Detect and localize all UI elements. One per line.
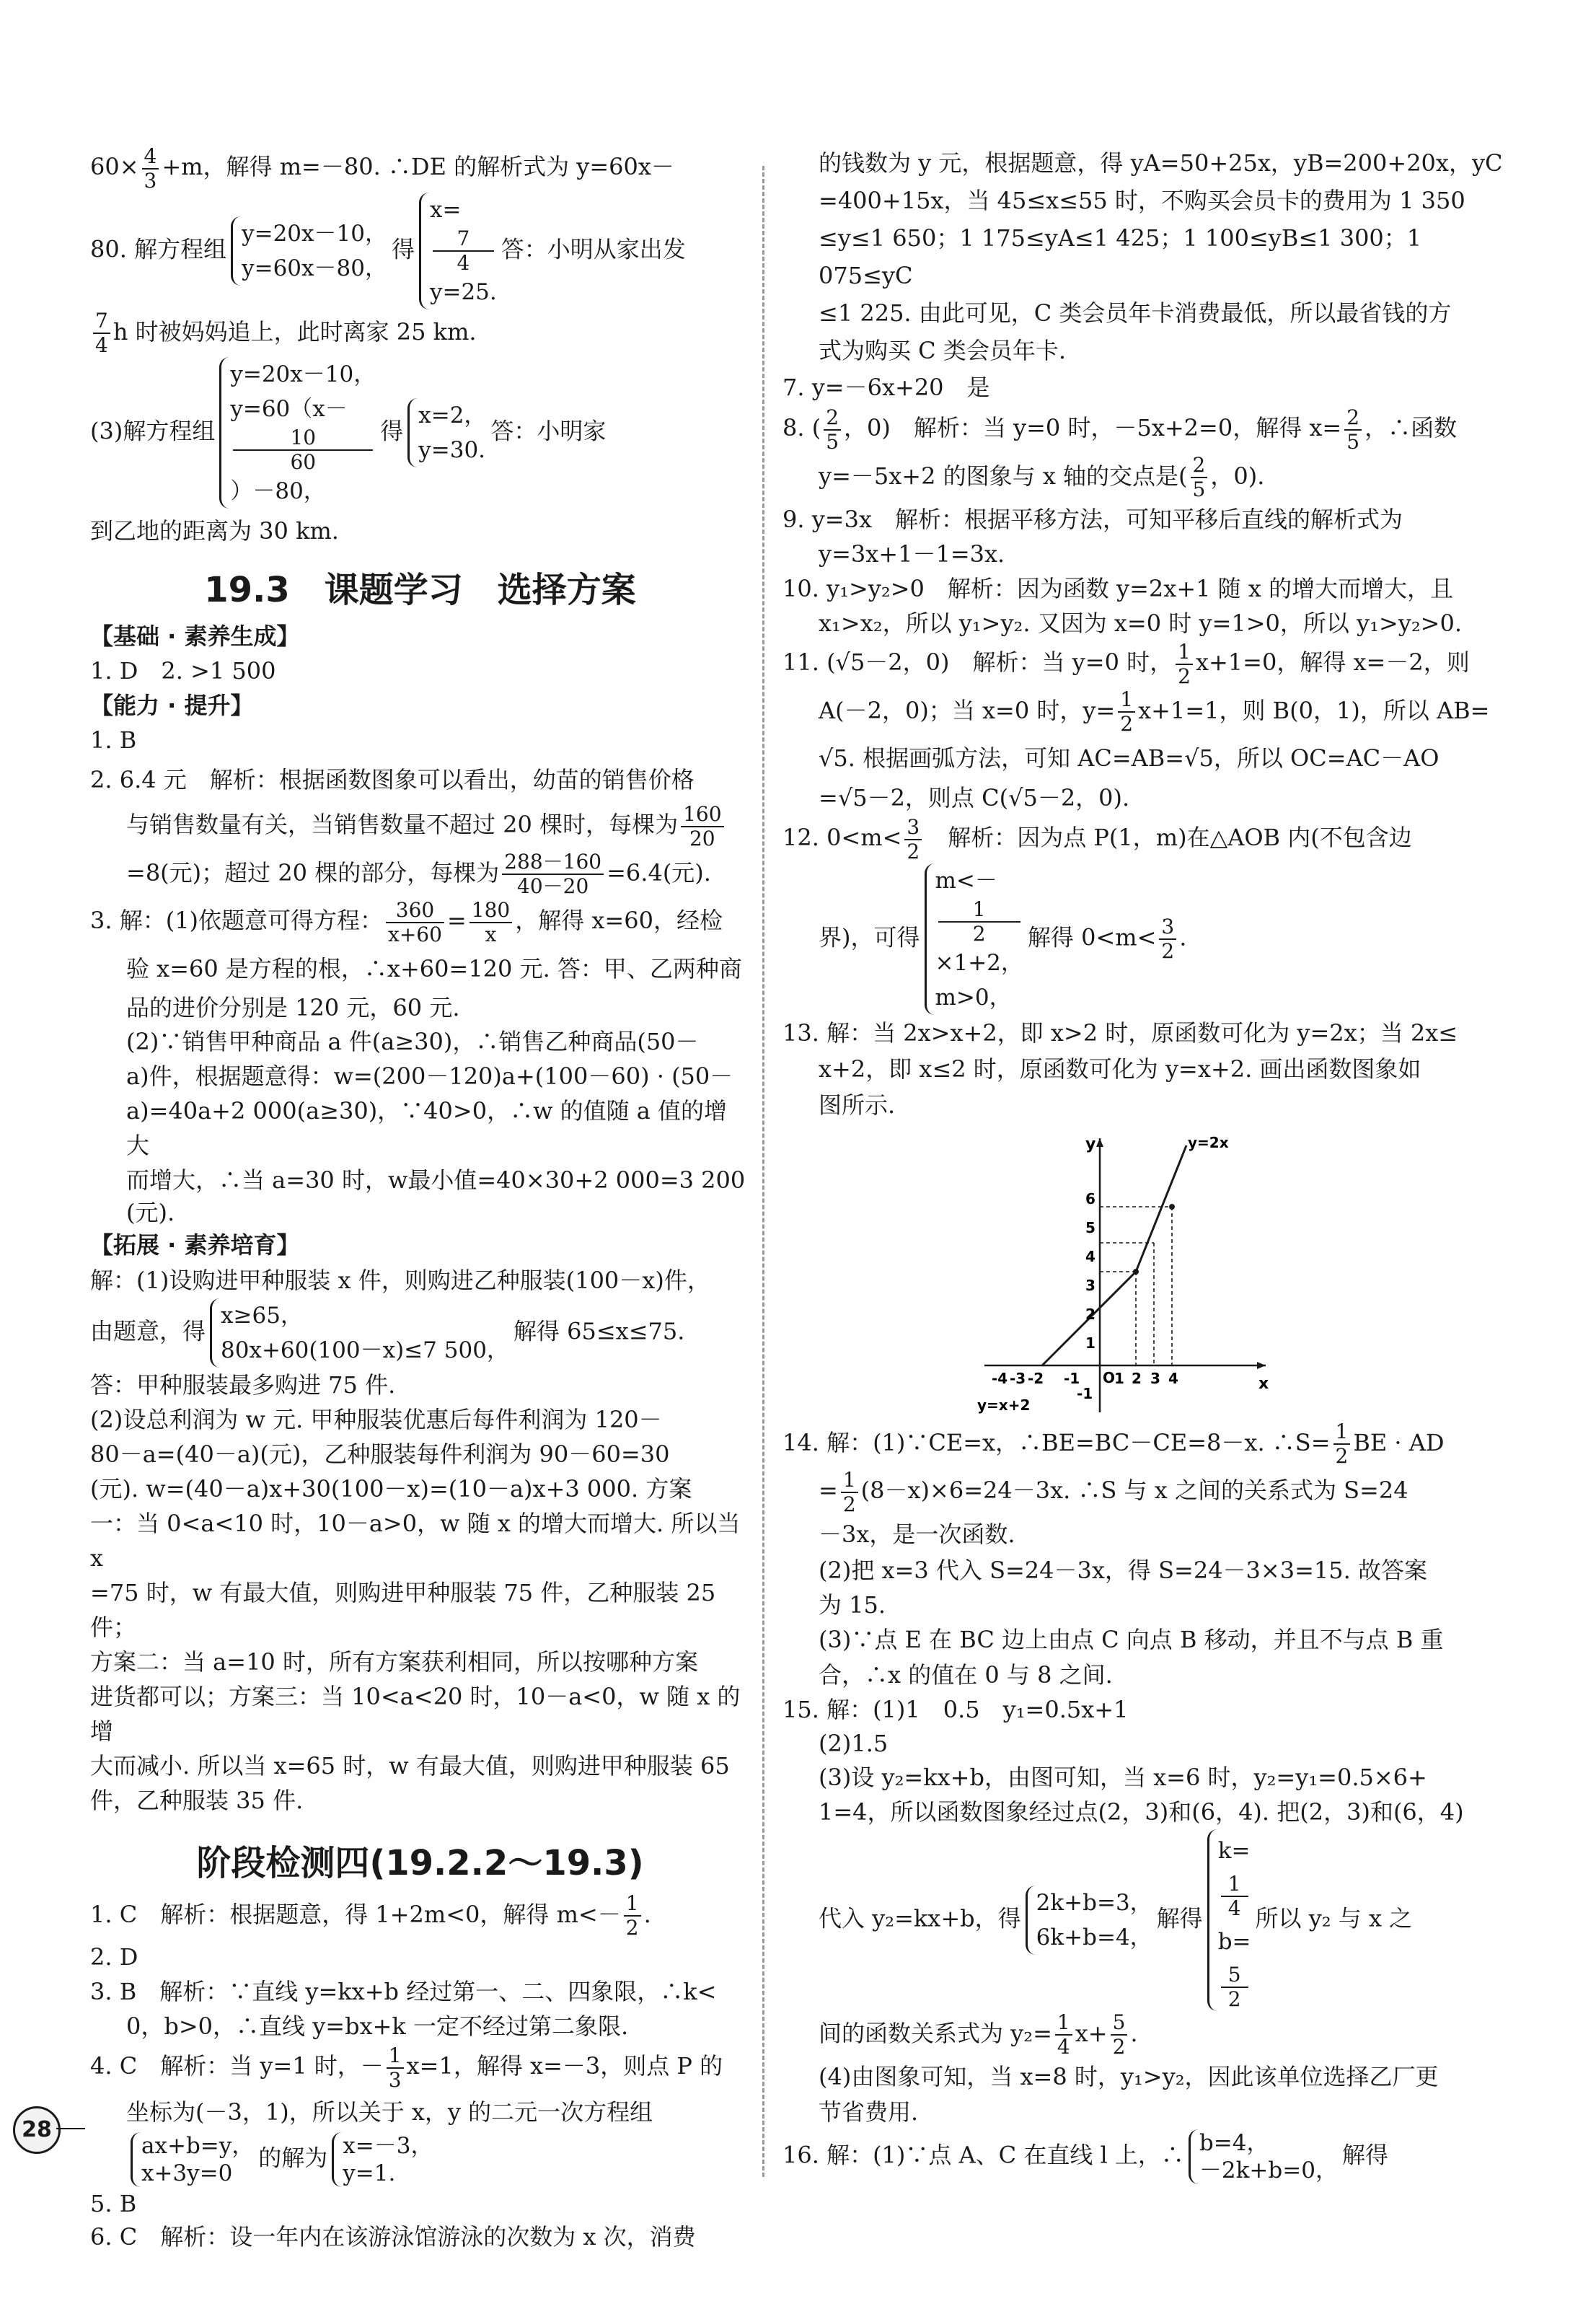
text-line: －3x，是一次函数.: [819, 1520, 1015, 1548]
text-line: ≤1 225. 由此可见，C 类会员年卡消费最低，所以最省钱的方: [819, 299, 1452, 327]
graph-point: [1169, 1204, 1175, 1210]
text-line: 验 x=60 是方程的根，∴x+60=120 元. 答：甲、乙两种商: [126, 954, 742, 982]
y-tick-label: 6: [1085, 1189, 1095, 1207]
text-line: 2. 6.4 元 解析：根据函数图象可以看出，幼苗的销售价格: [90, 766, 695, 793]
y-axis-label: y: [1085, 1135, 1096, 1153]
text-line: 60× $\frac{4}{3}$ +m，解得 m=－80. ∴DE 的解析式为 y=60x－: [90, 144, 674, 193]
x-tick-label: 1: [1114, 1369, 1124, 1387]
text-line: a)件，根据题意得：w=(200－120)a+(100－60) · (50－: [126, 1062, 733, 1090]
equation-system: m<－ 1 2 ×1+2， m>0，: [925, 863, 1023, 1015]
text-line: 16. 解：(1)∵点 A、C 在直线 l 上，∴ b=4， －2k+b=0， 解得: [782, 2130, 1388, 2183]
text-line: (3)设 y₂=kx+b，由图可知，当 x=6 时，y₂=y₁=0.5×6+: [819, 1763, 1427, 1791]
text-line: (元).: [126, 1198, 175, 1226]
equation-system: ax+b=y， x+3y=0: [131, 2132, 254, 2187]
text-line: 到乙地的距离为 30 km.: [90, 517, 339, 545]
equation-system: x= 7 4 y=25.: [419, 193, 497, 309]
text-line: (元). w=(40－a)x+30(100－x)=(10－a)x+3 000. 方案: [90, 1474, 692, 1503]
text-line: 8. ( $\frac{2}{5}$ ，0) 解析：当 y=0 时，－5x+2=0，解得 x= $\frac{2}{5}$ ，∴函数: [782, 405, 1458, 454]
equation-system: x=2， y=30.: [407, 398, 486, 467]
text-line: 解：(1)设购进甲种服装 x 件，则购进乙种服装(100－x)件，: [90, 1266, 710, 1294]
text-line: 的钱数为 y 元，根据题意，得 yA=50+25x，yB=200+20x，yC: [819, 149, 1503, 177]
text-line: 13. 解：当 2x>x+2，即 x>2 时，原函数可化为 y=2x；当 2x≤: [782, 1019, 1458, 1047]
text-line: 3. B 解析：∵直线 y=kx+b 经过第一、二、四象限，∴k<: [90, 1978, 717, 2005]
text-line: A(－2，0)；当 x=0 时，y= $\frac{1}{2}$ x+1=1，则 B(0，1)，所以 AB=: [819, 687, 1490, 736]
text-line: =√5－2，则点 C(√5－2，0).: [819, 784, 1130, 811]
subsection-header: 【基础 · 素养生成】: [90, 623, 300, 650]
y-tick-label: 3: [1085, 1276, 1095, 1294]
text-line: 与销售数量有关，当销售数量不超过 20 棵时，每棵为 $\frac{160}{20}$: [90, 802, 750, 850]
equation-system: k= 1 4 b= 5 2: [1207, 1829, 1251, 2011]
text-line: 2. D: [90, 1943, 138, 1971]
text-line: ax+b=y， x+3y=0 的解为 x=－3， y=1.: [90, 2132, 750, 2187]
text-line: 14. 解：(1)∵CE=x，∴BE=BC－CE=8－x. ∴S= $\frac{1}{2}$ BE · AD: [782, 1420, 1445, 1468]
y-tick-label: -1: [1077, 1384, 1093, 1402]
text-line: 6. C 解析：设一年内在该游泳馆游泳的次数为 x 次，消费: [90, 2222, 696, 2251]
text-line: 12. 0<m< $\frac{3}{2}$ 解析：因为点 P(1，m)在△AOB 内(不包含边: [782, 814, 1412, 863]
right-column: [782, 144, 1507, 2199]
equation-system: b=4， －2k+b=0，: [1189, 2129, 1338, 2184]
text-line: 7. y=－6x+20 是: [782, 374, 990, 401]
text-line: 代入 y₂=kx+b，得 2k+b=3， 6k+b=4， 解得 k= 1 4 b= 5 2 所以 y₂ 与 x 之: [782, 1829, 1507, 2011]
text-line: = $\frac{1}{2}$ (8－x)×6=24－3x. ∴S 与 x 之间的关系式为 S=24: [819, 1467, 1408, 1516]
fraction: $\frac{4}{3}$: [142, 145, 159, 193]
text-line: 界)，可得 m<－ 1 2 ×1+2， m>0， 解得 0<m< $\frac{3}{2}$ .: [782, 863, 1507, 1015]
text-line: 节省费用.: [819, 2098, 919, 2126]
equation-system: y=20x－10， y=60x－80，: [231, 216, 387, 286]
text-line: √5. 根据画弧方法，可知 AC=AB=√5，所以 OC=AC－AO: [819, 744, 1440, 772]
text-line: 11. (√5－2，0) 解析：当 y=0 时， $\frac{1}{2}$ x+1=0，解得 x=－2，则: [782, 639, 1470, 688]
text-line: (3)解方程组 y=20x－10， y=60（x－ 10 60 ）－80， 得 x=2， y=30. 答：小明家: [90, 357, 750, 509]
text-line: 9. y=3x 解析：根据平移方法，可知平移后直线的解析式为: [782, 506, 1403, 533]
x-tick-label: 2: [1132, 1369, 1142, 1387]
y-axis-arrow: [1096, 1138, 1103, 1147]
text-line: y=－5x+2 的图象与 x 轴的交点是( $\frac{2}{5}$ ，0).: [819, 453, 1265, 501]
x-tick-label: -2: [1028, 1369, 1044, 1387]
x-tick-label: -4: [992, 1369, 1008, 1387]
text-line: 大而减小. 所以当 x=65 时，w 有最大值，则购进甲种服装 65: [90, 1751, 730, 1780]
text-line: 坐标为(－3，1)，所以关于 x，y 的二元一次方程组: [126, 2098, 653, 2126]
text-line: x₁>x₂，所以 y₁>y₂. 又因为 x=0 时 y=1>0，所以 y₁>y₂>0.: [819, 610, 1463, 637]
text-line: 3. 解：(1)依题意可得方程： $\frac{360}{x+60}$ = $\frac{180}{x}$ ，解得 x=60，经检: [90, 897, 723, 946]
x-tick-label: 3: [1150, 1369, 1160, 1387]
left-column: [90, 144, 750, 2251]
text-line: 式为购买 C 类会员年卡.: [819, 337, 1067, 364]
text-line: x+2，即 x≤2 时，原函数可化为 y=x+2. 画出函数图象如: [819, 1055, 1421, 1083]
text-line: (2)把 x=3 代入 S=24－3x，得 S=24－3×3=15. 故答案: [819, 1556, 1427, 1584]
x-axis-arrow: [1257, 1362, 1266, 1369]
equation-system: x=－3， y=1.: [332, 2132, 433, 2187]
line-label: y=x+2: [977, 1396, 1031, 1414]
text-line: 方案二：当 a=10 时，所有方案获利相同，所以按哪种方案: [90, 1647, 698, 1676]
section-title: 19.3 课题学习 选择方案: [204, 570, 636, 610]
y-tick-label: 5: [1085, 1218, 1095, 1236]
y-tick-label: 4: [1085, 1247, 1095, 1265]
intersection-point: [1133, 1269, 1139, 1275]
line-label: y=2x: [1188, 1133, 1229, 1151]
text-line: 图所示.: [819, 1091, 896, 1119]
line-y-2x: [1136, 1145, 1186, 1272]
text-line: 1. C 解析：根据题意，得 1+2m<0，解得 m<－ $\frac{1}{2}$ .: [90, 1891, 651, 1940]
origin-label: O: [1103, 1368, 1116, 1386]
footer-rule: [56, 2128, 85, 2129]
text-line: 而增大，∴当 a=30 时，w最小值=40×30+2 000=3 200: [126, 1166, 746, 1194]
text-line: 件，乙种服装 35 件.: [90, 1786, 304, 1814]
text-line: ≤y≤1 650；1 175≤yA≤1 425；1 100≤yB≤1 300；1 075≤yC: [819, 224, 1422, 289]
subsection-header: 【能力 · 提升】: [90, 692, 254, 719]
text-line: (2)1.5: [819, 1729, 889, 1757]
text-line: 0，b>0，∴直线 y=bx+k 一定不经过第二象限.: [126, 2012, 629, 2040]
text-line: 间的函数关系式为 y₂= $\frac{1}{4}$ x+ $\frac{5}{2}$ .: [819, 2010, 1138, 2059]
equation-system: 2k+b=3， 6k+b=4，: [1026, 1886, 1152, 1955]
text-line: 80－a=(40－a)(元)，乙种服装每件利润为 90－60=30: [90, 1440, 670, 1468]
text-line: 为 15.: [819, 1591, 886, 1619]
text-line: =8(元)；超过 20 棵的部分，每棵为 $\frac{288-160}{40-20}$ =6.4(元).: [126, 850, 711, 898]
text-line: 4. C 解析：当 y=1 时，－ $\frac{1}{3}$ x=1，解得 x=－3，则点 P 的: [90, 2043, 723, 2092]
text-line: =400+15x，当 45≤x≤55 时，不购买会员卡的费用为 1 350: [819, 187, 1465, 214]
equation-system: y=20x－10， y=60（x－ 10 60 ）－80，: [219, 357, 376, 509]
column-divider: [762, 166, 764, 2177]
text-line: =75 时，w 有最大值，则购进甲种服装 75 件，乙种服装 25 件；: [90, 1578, 716, 1641]
text-line: 1. D 2. >1 500: [90, 657, 276, 685]
text-line: 5. B: [90, 2189, 137, 2217]
page-number: 28: [13, 2106, 61, 2154]
text-line: 品的进价分别是 120 元，60 元.: [126, 993, 460, 1021]
text-line: $\frac{7}{4}$ h 时被妈妈追上，此时离家 25 km.: [90, 309, 750, 358]
text-line: y=3x+1－1=3x.: [819, 540, 1005, 568]
text-line: 1. B: [90, 726, 137, 754]
text-line: (2)∵销售甲种商品 a 件(a≥30)，∴销售乙种商品(50－: [126, 1027, 699, 1055]
x-tick-label: -1: [1064, 1369, 1080, 1387]
text-line: a)=40a+2 000(a≥30)，∵40>0，∴w 的值随 a 值的增大: [126, 1096, 728, 1159]
x-tick-label: -3: [1010, 1369, 1026, 1387]
equation-system: x≥65， 80x+60(100－x)≤7 500，: [210, 1298, 509, 1368]
text-line: 10. y₁>y₂>0 解析：因为函数 y=2x+1 随 x 的增大而增大，且: [782, 575, 1454, 602]
text-line: (3)∵点 E 在 BC 边上由点 C 向点 B 移动，并且不与点 B 重: [819, 1625, 1444, 1653]
text-line: 1=4，所以函数图象经过点(2，3)和(6，4). 把(2，3)和(6，4): [819, 1798, 1464, 1826]
x-tick-label: 4: [1168, 1369, 1178, 1387]
y-tick-label: 2: [1085, 1305, 1095, 1323]
text-line: (4)由图象可知，当 x=8 时，y₁>y₂，因此该单位选择乙厂更: [819, 2063, 1439, 2090]
text-line: 80. 解方程组 y=20x－10， y=60x－80， 得 x= 7 4 y=25. 答：小明从家出发: [90, 193, 750, 309]
text-line: 合，∴x 的值在 0 与 8 之间.: [819, 1660, 1113, 1689]
subsection-header: 【拓展 · 素养培育】: [90, 1231, 300, 1259]
y-tick-label: 1: [1085, 1334, 1095, 1352]
text-line: (2)设总利润为 w 元. 甲种服装优惠后每件利润为 120－: [90, 1405, 662, 1433]
text-line: 由题意，得 x≥65， 80x+60(100－x)≤7 500， 解得 65≤x≤75.: [90, 1298, 750, 1368]
section-title: 阶段检测四(19.2.2～19.3): [196, 1842, 644, 1883]
function-graph: [977, 1127, 1280, 1416]
text-line: 15. 解：(1)1 0.5 y₁=0.5x+1: [782, 1695, 1129, 1723]
text-line: 进货都可以；方案三：当 10<a<20 时，10－a<0，w 随 x 的增: [90, 1682, 741, 1745]
x-axis-label: x: [1258, 1374, 1269, 1393]
text-line: 一：当 0<a<10 时，10－a>0，w 随 x 的增大而增大. 所以当 x: [90, 1509, 741, 1572]
text-line: 答：甲种服装最多购进 75 件.: [90, 1371, 396, 1399]
